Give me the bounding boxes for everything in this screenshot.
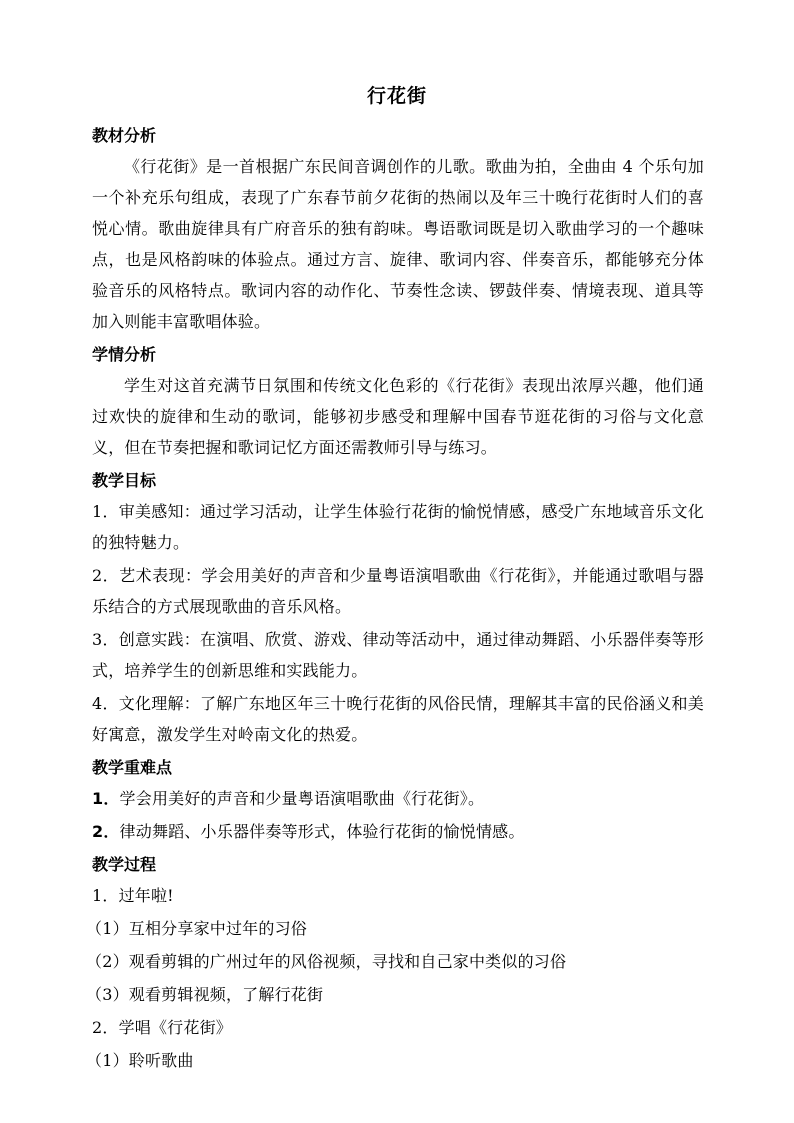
keypoint-text: 律动舞蹈、小乐器伴奏等形式，体验行花街的愉悦情感。 (119, 822, 525, 841)
process-step: 2．学唱《行花街》 (92, 1018, 232, 1037)
keypoint-item (92, 816, 704, 847)
process-step: 1．过年啦! (92, 886, 174, 905)
keypoint-text: 学会用美好的声音和少量粤语演唱歌曲《行花街》。 (119, 789, 485, 808)
document-title: 行花街 (366, 85, 427, 107)
goal-item: 2．艺术表现：学会用美好的声音和少量粤语演唱歌曲《行花街》，并能通过歌唱与器乐结合的方式展现歌曲的音乐风格。 (92, 566, 704, 616)
students-paragraph: 学生对这首充满节日氛围和传统文化色彩的《行花街》表现出浓厚兴趣，他们通过欢快的旋律和生动的歌词，能够初步感受和理解中国春节逛花街的习俗与文化意义，但在节奏把握和歌词记忆方面还需教师引导与练习。 (92, 376, 704, 457)
keypoint-number: 1． (92, 789, 120, 808)
process-substep: （1）聆听歌曲 (86, 1051, 194, 1070)
section-heading-keypoints: 教学重难点 (92, 758, 173, 777)
goal-item: 3．创意实践：在演唱、欣赏、游戏、律动等活动中，通过律动舞蹈、小乐器伴奏等形式，培养学生的创新思维和实践能力。 (92, 630, 704, 680)
goal-item: 1．审美感知：通过学习活动，让学生体验行花街的愉悦情感，感受广东地域音乐文化的独特魅力。 (92, 502, 704, 552)
section-heading-process: 教学过程 (92, 855, 157, 874)
section-heading-students: 学情分析 (92, 345, 157, 364)
process-substep: （2）观看剪辑的广州过年的风俗视频，寻找和自己家中类似的习俗 (86, 952, 567, 971)
keypoint-number: 2． (92, 822, 120, 841)
goal-item: 4．文化理解：了解广东地区年三十晚行花街的风俗民情，理解其丰富的民俗涵义和美好寓意，激发学生对岭南文化的热爱。 (92, 694, 704, 744)
keypoint-item (92, 783, 704, 814)
analysis-paragraph: 《行花街》是一首根据广东民间音调创作的儿歌。歌曲为拍，全曲由 4 个乐句加一个补充乐句组成，表现了广东春节前夕花街的热闹以及年三十晚行花街时人们的喜悦心情。歌曲旋律具有广府音乐的独有韵味。粤语歌词既是切入歌曲学习的一个趣味点，也是风格韵味的体验点。通过方言、旋律、歌词内容、伴奏音乐，都能够充分体验音乐的风格特点。歌词内容的动作化、节奏性念读、锣鼓伴奏、情境表现、道具等加入则能丰富歌唱体验。 (92, 157, 704, 331)
section-heading-goals: 教学目标 (92, 471, 157, 490)
process-substep: （3）观看剪辑视频，了解行花街 (86, 985, 324, 1004)
section-heading-analysis: 教材分析 (92, 126, 157, 145)
process-substep: （1）互相分享家中过年的习俗 (86, 919, 307, 938)
document-body (86, 118, 704, 1078)
